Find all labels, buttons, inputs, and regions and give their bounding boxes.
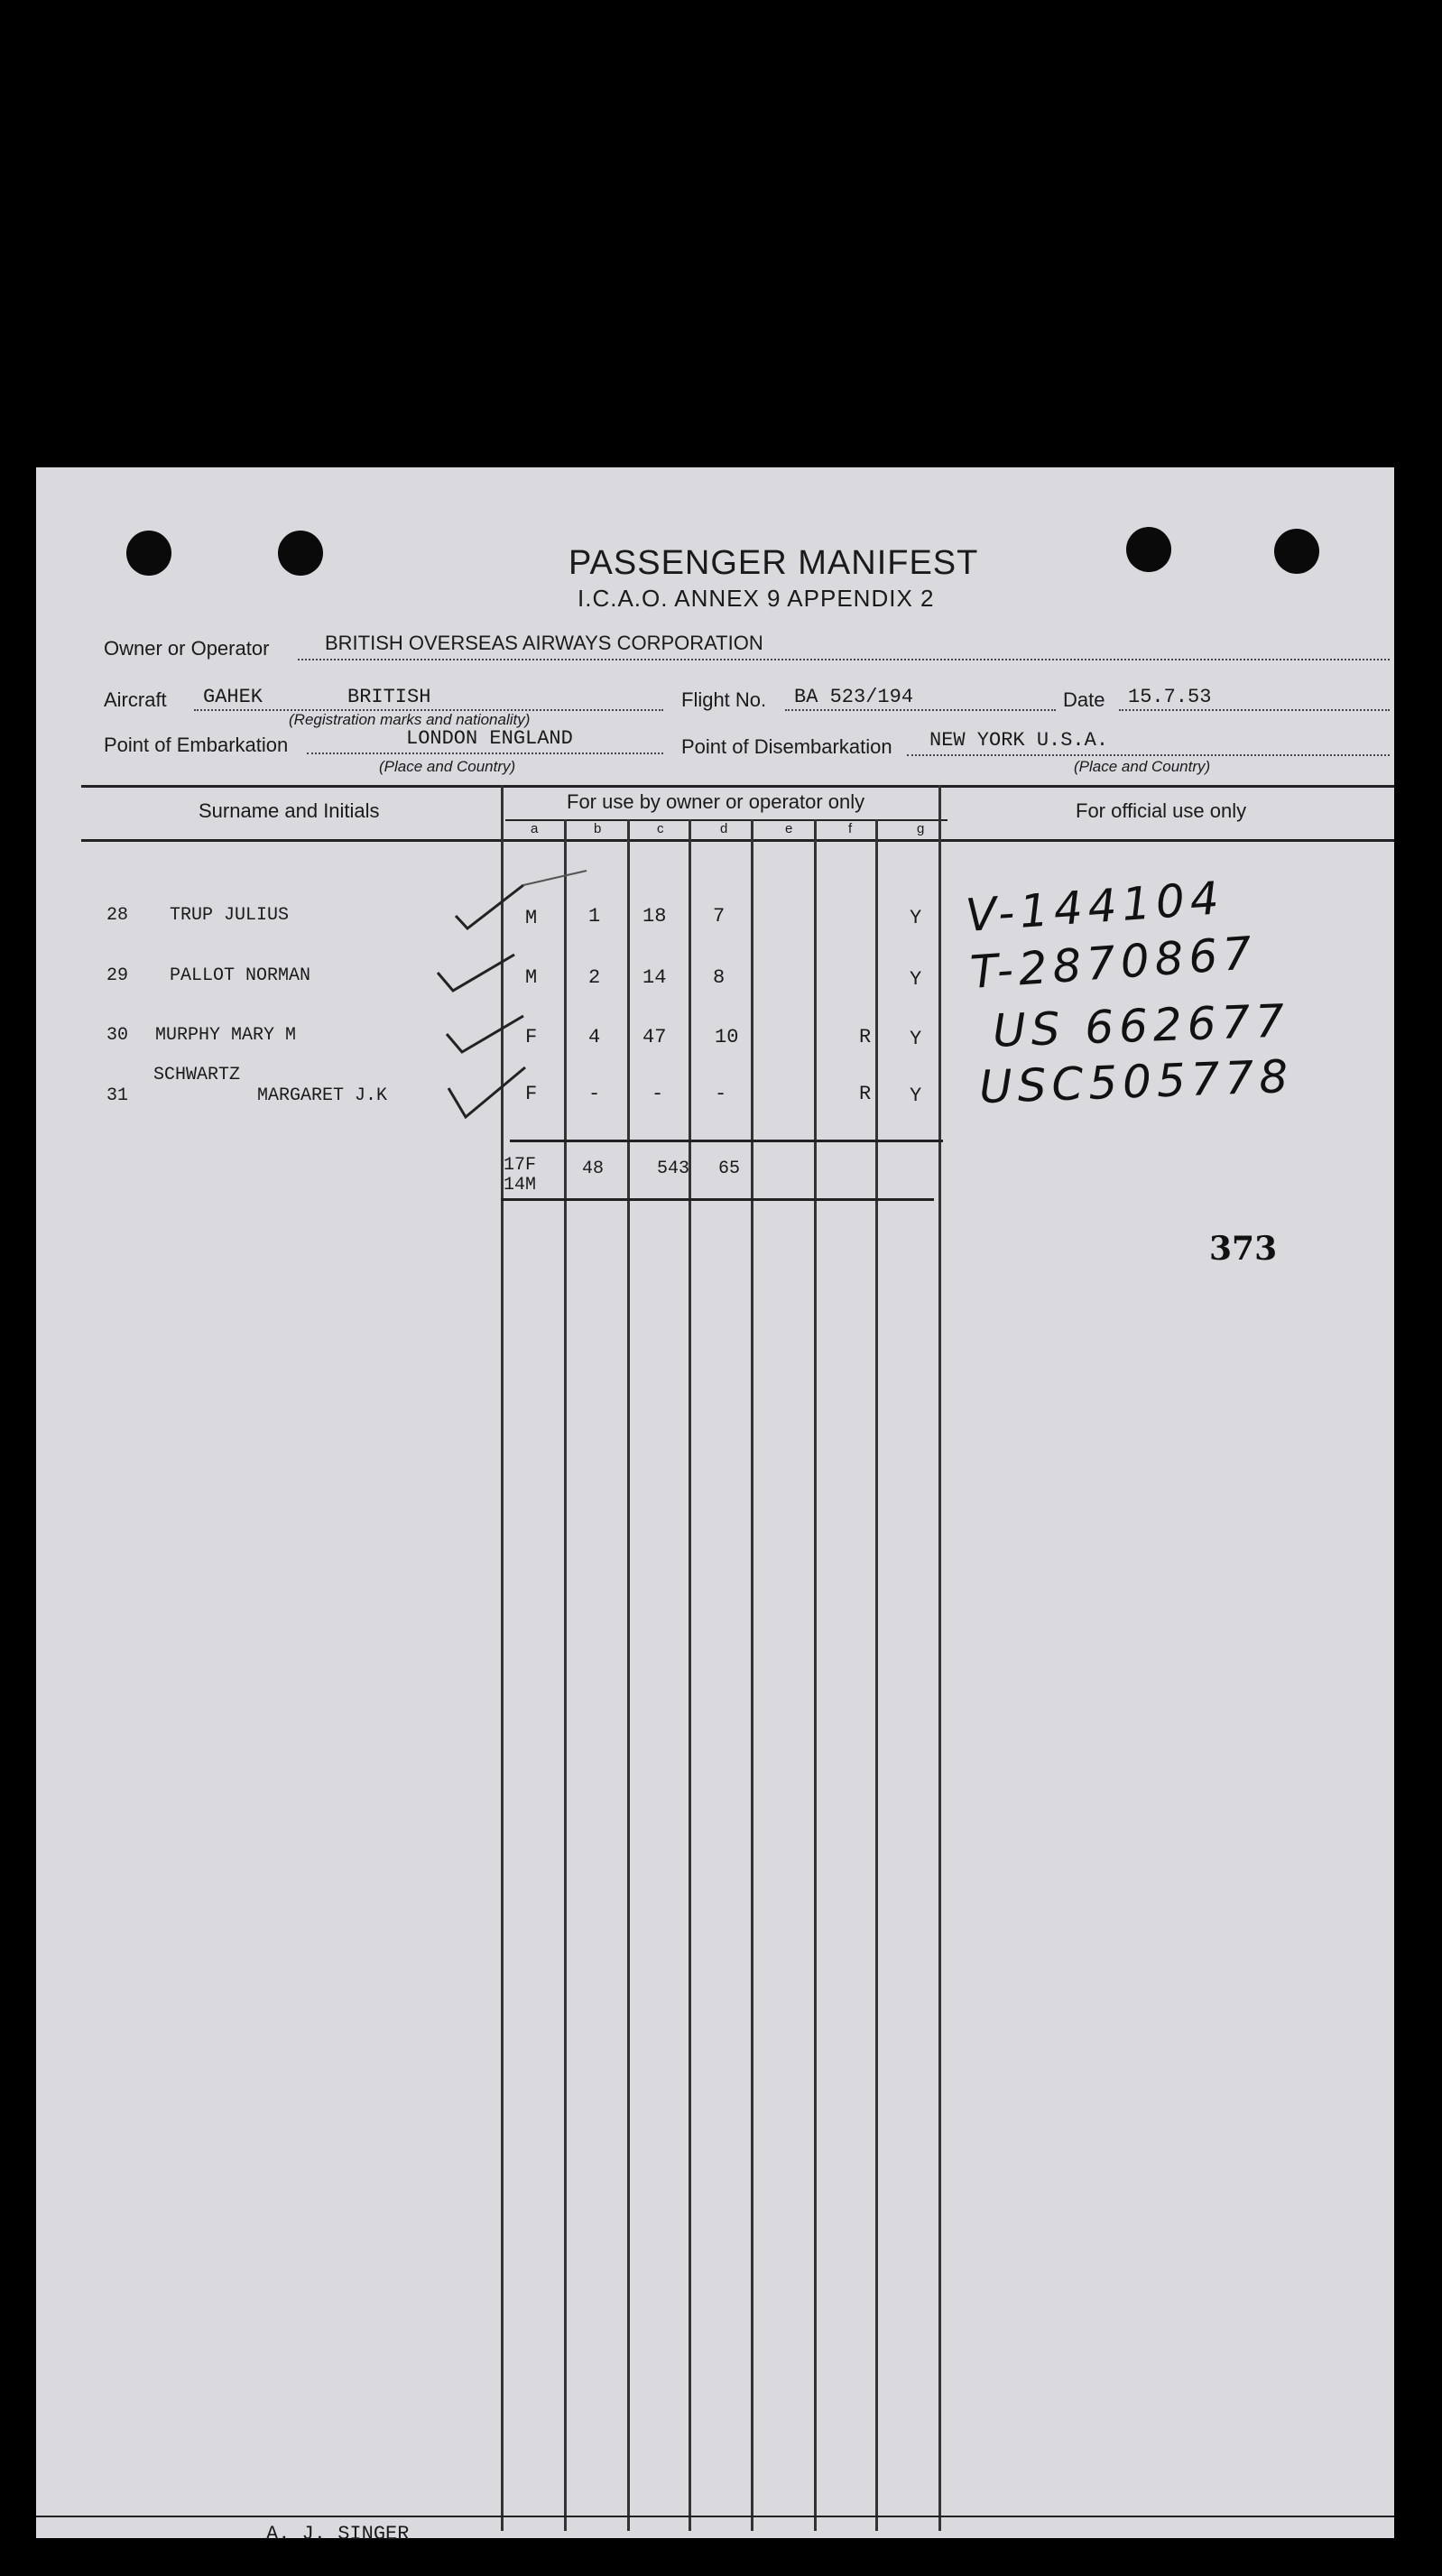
official-entry: V-144104 [964, 872, 1226, 942]
passenger-name: PALLOT NORMAN [170, 965, 311, 986]
punch-hole [126, 531, 171, 576]
cell-c: 14 [642, 966, 667, 989]
disembarkation-value: NEW YORK U.S.A. [929, 729, 1109, 752]
cell-b: 1 [588, 905, 601, 928]
flight-value: BA 523/194 [794, 686, 914, 708]
col-letter-d: d [720, 821, 728, 836]
cell-a: M [525, 907, 538, 929]
manifest-title: PASSENGER MANIFEST [568, 544, 979, 582]
cell-d: - [715, 1083, 727, 1105]
punch-hole [1126, 527, 1171, 572]
manifest-page [36, 467, 1394, 2545]
row-number: 29 [106, 965, 129, 986]
embarkation-note: (Place and Country) [379, 758, 516, 775]
aircraft-note: (Registration marks and nationality) [289, 711, 531, 728]
cell-b: - [588, 1083, 601, 1105]
col-letter-a: a [531, 821, 539, 836]
date-label: Date [1063, 688, 1105, 711]
total-d: 65 [718, 1159, 741, 1179]
footer-signature: A. J. SINGER [266, 2523, 410, 2545]
col-letter-f: f [848, 821, 853, 836]
aircraft-registration: GAHEK [203, 686, 263, 708]
aircraft-label: Aircraft [104, 688, 167, 711]
punch-hole [1274, 529, 1319, 574]
cell-c: 47 [642, 1026, 667, 1048]
cell-c: - [652, 1083, 664, 1105]
cell-a: F [525, 1026, 538, 1048]
owner-label: Owner or Operator [104, 637, 270, 660]
row-number: 31 [106, 1085, 129, 1106]
checkmark-icon [451, 869, 605, 941]
cell-d: 7 [713, 905, 726, 928]
cell-g: Y [910, 907, 922, 929]
cell-c: 18 [642, 905, 667, 928]
official-entry: US 662677 [992, 994, 1291, 1057]
col-letter-e: e [785, 821, 793, 836]
manifest-subtitle: I.C.A.O. ANNEX 9 APPENDIX 2 [578, 585, 935, 612]
passenger-name-line2: MARGARET J.K [257, 1085, 388, 1106]
passenger-name: TRUP JULIUS [170, 905, 290, 926]
cell-g: Y [910, 968, 922, 991]
owner-use-header: For use by owner or operator only [567, 790, 865, 813]
cell-a: M [525, 966, 538, 989]
surname-column-header: Surname and Initials [199, 799, 380, 822]
stamp-number: 373 [1209, 1230, 1278, 1268]
cell-b: 2 [588, 966, 601, 989]
embarkation-value: LONDON ENGLAND [406, 727, 573, 750]
aircraft-nationality: BRITISH [347, 686, 431, 708]
flight-label: Flight No. [681, 688, 767, 711]
cell-d: 8 [713, 966, 726, 989]
checkmark-icon [442, 1007, 532, 1061]
cell-g: Y [910, 1028, 922, 1050]
total-a-female: 17F [504, 1155, 537, 1176]
official-use-header: For official use only [1076, 799, 1247, 822]
checkmark-icon [433, 946, 523, 1000]
passenger-name: SCHWARTZ [153, 1065, 241, 1085]
row-number: 30 [106, 1025, 129, 1046]
cell-b: 4 [588, 1026, 601, 1048]
cell-f: R [859, 1083, 872, 1105]
checkmark-icon [444, 1063, 534, 1126]
owner-value: BRITISH OVERSEAS AIRWAYS CORPORATION [325, 632, 763, 654]
date-value: 15.7.53 [1128, 686, 1212, 708]
cell-g: Y [910, 1085, 922, 1107]
embarkation-label: Point of Embarkation [104, 734, 289, 756]
total-c: 543 [657, 1159, 690, 1179]
passenger-name: MURPHY MARY M [155, 1025, 297, 1046]
col-letter-g: g [917, 821, 925, 836]
official-entry: T-2870867 [968, 926, 1259, 1000]
cell-f: R [859, 1026, 872, 1048]
disembarkation-label: Point of Disembarkation [681, 735, 892, 758]
row-number: 28 [106, 905, 129, 926]
total-a-male: 14M [504, 1175, 537, 1196]
total-b: 48 [582, 1159, 605, 1179]
cell-a: F [525, 1083, 538, 1105]
cell-d: 10 [715, 1026, 739, 1048]
disembarkation-note: (Place and Country) [1074, 758, 1211, 775]
col-letter-b: b [594, 821, 602, 836]
official-entry: USC505778 [978, 1049, 1295, 1114]
col-letter-c: c [657, 821, 664, 836]
punch-hole [278, 531, 323, 576]
